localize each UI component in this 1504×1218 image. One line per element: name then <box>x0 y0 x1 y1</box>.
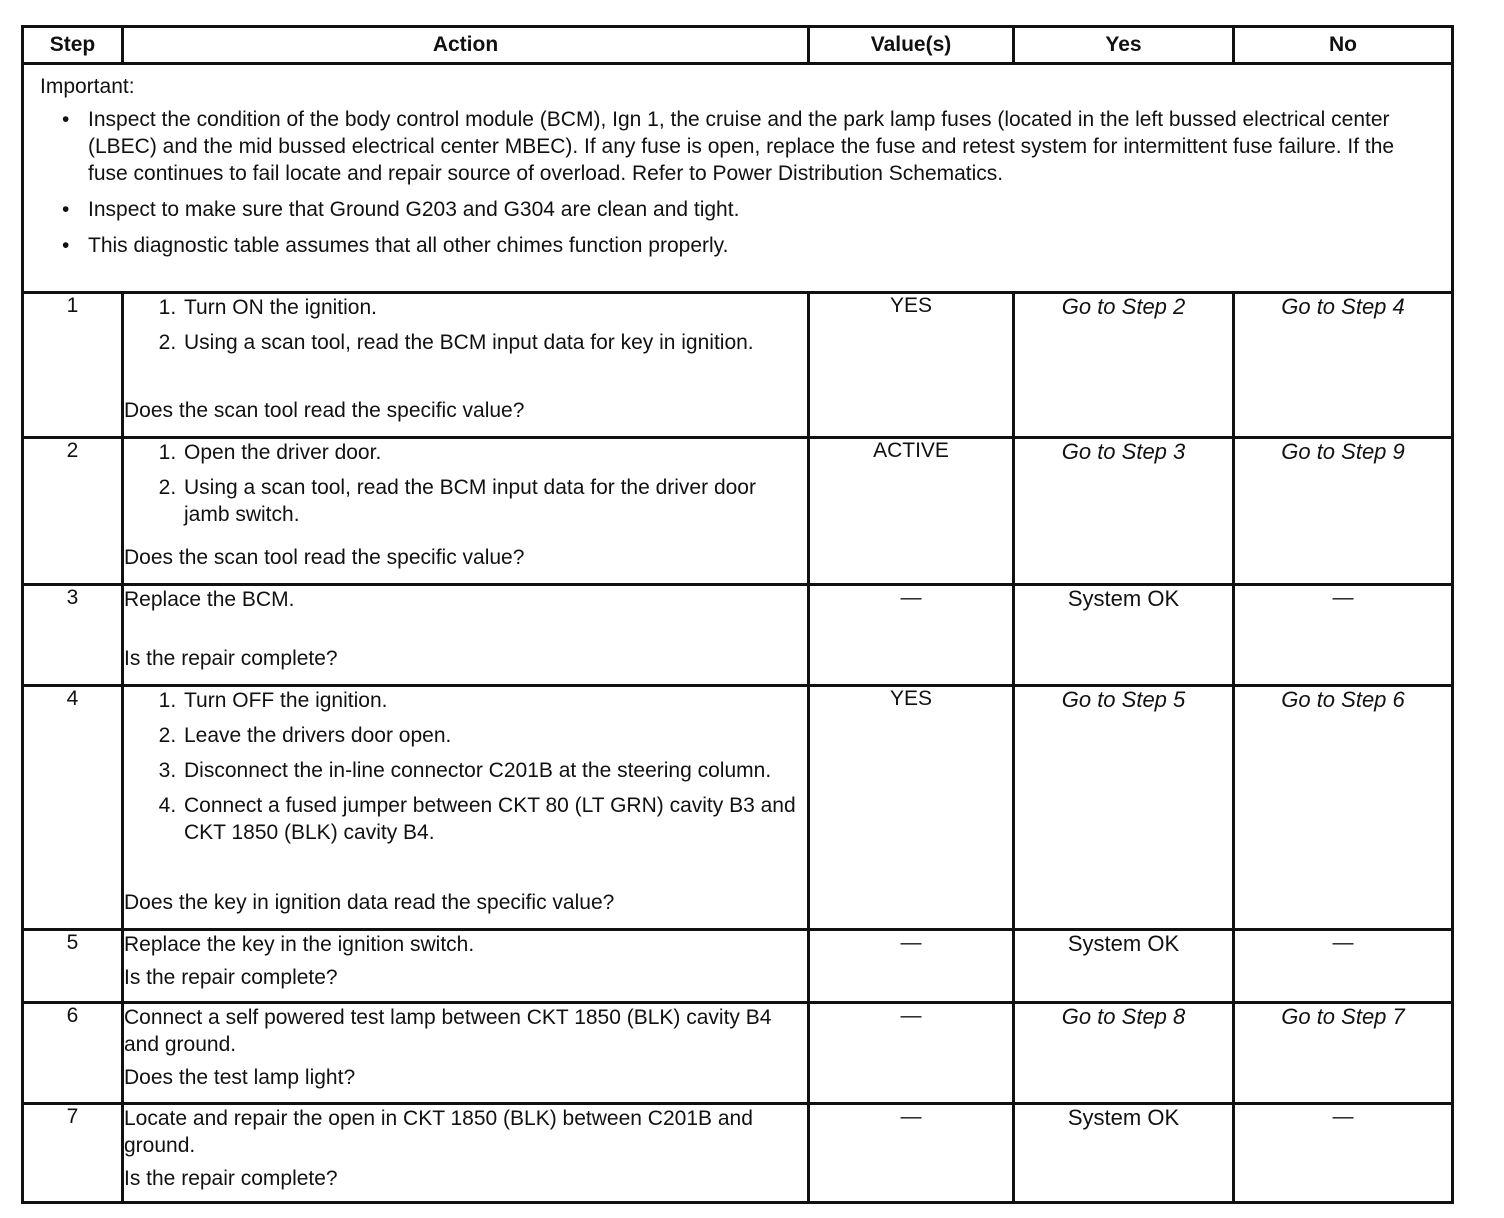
action-cell <box>123 585 809 686</box>
value-cell: ACTIVE <box>809 438 1014 585</box>
important-bullet: • This diagnostic table assumes that all other chimes function properly. <box>88 232 1437 259</box>
table-row <box>23 438 1453 585</box>
action-step: 1. Open the driver door. <box>182 439 807 466</box>
action-steps <box>124 687 807 854</box>
value-cell: — <box>809 585 1014 686</box>
action-cell <box>123 438 809 585</box>
step-number: 1 <box>23 293 123 438</box>
diagnostic-table <box>21 25 1454 1204</box>
header-yes: Yes <box>1014 27 1234 64</box>
action-step: 2. Using a scan tool, read the BCM input data for key in ignition. <box>182 329 807 356</box>
value-cell: — <box>809 930 1014 1003</box>
no-result: Go to Step 7 <box>1234 1003 1453 1104</box>
yes-result: Go to Step 2 <box>1014 293 1234 438</box>
yes-result: System OK <box>1014 930 1234 1003</box>
yes-result: Go to Step 8 <box>1014 1003 1234 1104</box>
action-question: Does the key in ignition data read the specific value? <box>124 891 615 914</box>
header-no: No <box>1234 27 1453 64</box>
important-bullet: • Inspect the condition of the body control module (BCM), Ign 1, the cruise and the park lamp fuses (located in the left bussed electrical center (LBEC) and the mid bussed electrical center MBEC). If any fuse is open, replace the fuse and retest system for intermittent fuse failure. If the fuse continues to fail locate and repair source of overload. Refer to Power Distribution Schematics. <box>88 106 1437 187</box>
header-action: Action <box>123 27 809 64</box>
no-result: — <box>1234 585 1453 686</box>
action-text: Locate and repair the open in CKT 1850 (BLK) between C201B and ground. <box>124 1107 753 1157</box>
value-cell: YES <box>809 293 1014 438</box>
action-text: Replace the BCM. <box>124 588 295 611</box>
important-title: Important: <box>40 75 135 98</box>
action-steps <box>124 294 807 364</box>
yes-result: System OK <box>1014 1104 1234 1203</box>
table-row <box>23 686 1453 930</box>
action-question: Is the repair complete? <box>124 647 338 670</box>
action-step: 2. Using a scan tool, read the BCM input data for the driver door jamb switch. <box>182 474 807 528</box>
action-question: Is the repair complete? <box>124 1167 338 1190</box>
important-bullet: • Inspect to make sure that Ground G203 and G304 are clean and tight. <box>88 196 1437 223</box>
important-row <box>23 64 1453 293</box>
no-result: — <box>1234 1104 1453 1203</box>
action-text: Connect a self powered test lamp between CKT 1850 (BLK) cavity B4 and ground. <box>124 1006 772 1056</box>
table-row <box>23 930 1453 1003</box>
action-question: Does the scan tool read the specific value? <box>124 399 525 422</box>
no-result: Go to Step 9 <box>1234 438 1453 585</box>
action-step: 1. Turn ON the ignition. <box>182 294 807 321</box>
step-number: 7 <box>23 1104 123 1203</box>
yes-result: Go to Step 5 <box>1014 686 1234 930</box>
action-text: Replace the key in the ignition switch. <box>124 933 475 956</box>
header-step: Step <box>23 27 123 64</box>
value-cell: — <box>809 1003 1014 1104</box>
action-cell <box>123 1003 809 1104</box>
header-values: Value(s) <box>809 27 1014 64</box>
step-number: 4 <box>23 686 123 930</box>
action-question: Does the test lamp light? <box>124 1066 356 1089</box>
yes-result: Go to Step 3 <box>1014 438 1234 585</box>
action-cell <box>123 1104 809 1203</box>
action-question: Is the repair complete? <box>124 966 338 989</box>
no-result: Go to Step 6 <box>1234 686 1453 930</box>
important-notes <box>23 64 1453 293</box>
step-number: 3 <box>23 585 123 686</box>
action-step: 2. Leave the drivers door open. <box>182 722 807 749</box>
table-row <box>23 1104 1453 1203</box>
action-step: 1. Turn OFF the ignition. <box>182 687 807 714</box>
table-row <box>23 1003 1453 1104</box>
action-step: 3. Disconnect the in-line connector C201B at the steering column. <box>182 757 807 784</box>
action-question: Does the scan tool read the specific value? <box>124 546 525 569</box>
step-number: 2 <box>23 438 123 585</box>
action-step: 4. Connect a fused jumper between CKT 80 (LT GRN) cavity B3 and CKT 1850 (BLK) cavity B4. <box>182 792 807 846</box>
header-row <box>23 27 1453 64</box>
step-number: 5 <box>23 930 123 1003</box>
important-bullets <box>40 106 1437 259</box>
action-cell <box>123 930 809 1003</box>
step-number: 6 <box>23 1003 123 1104</box>
action-cell <box>123 293 809 438</box>
yes-result: System OK <box>1014 585 1234 686</box>
action-steps <box>124 439 807 536</box>
table-row <box>23 293 1453 438</box>
no-result: — <box>1234 930 1453 1003</box>
action-cell <box>123 686 809 930</box>
table-row <box>23 585 1453 686</box>
value-cell: — <box>809 1104 1014 1203</box>
no-result: Go to Step 4 <box>1234 293 1453 438</box>
value-cell: YES <box>809 686 1014 930</box>
